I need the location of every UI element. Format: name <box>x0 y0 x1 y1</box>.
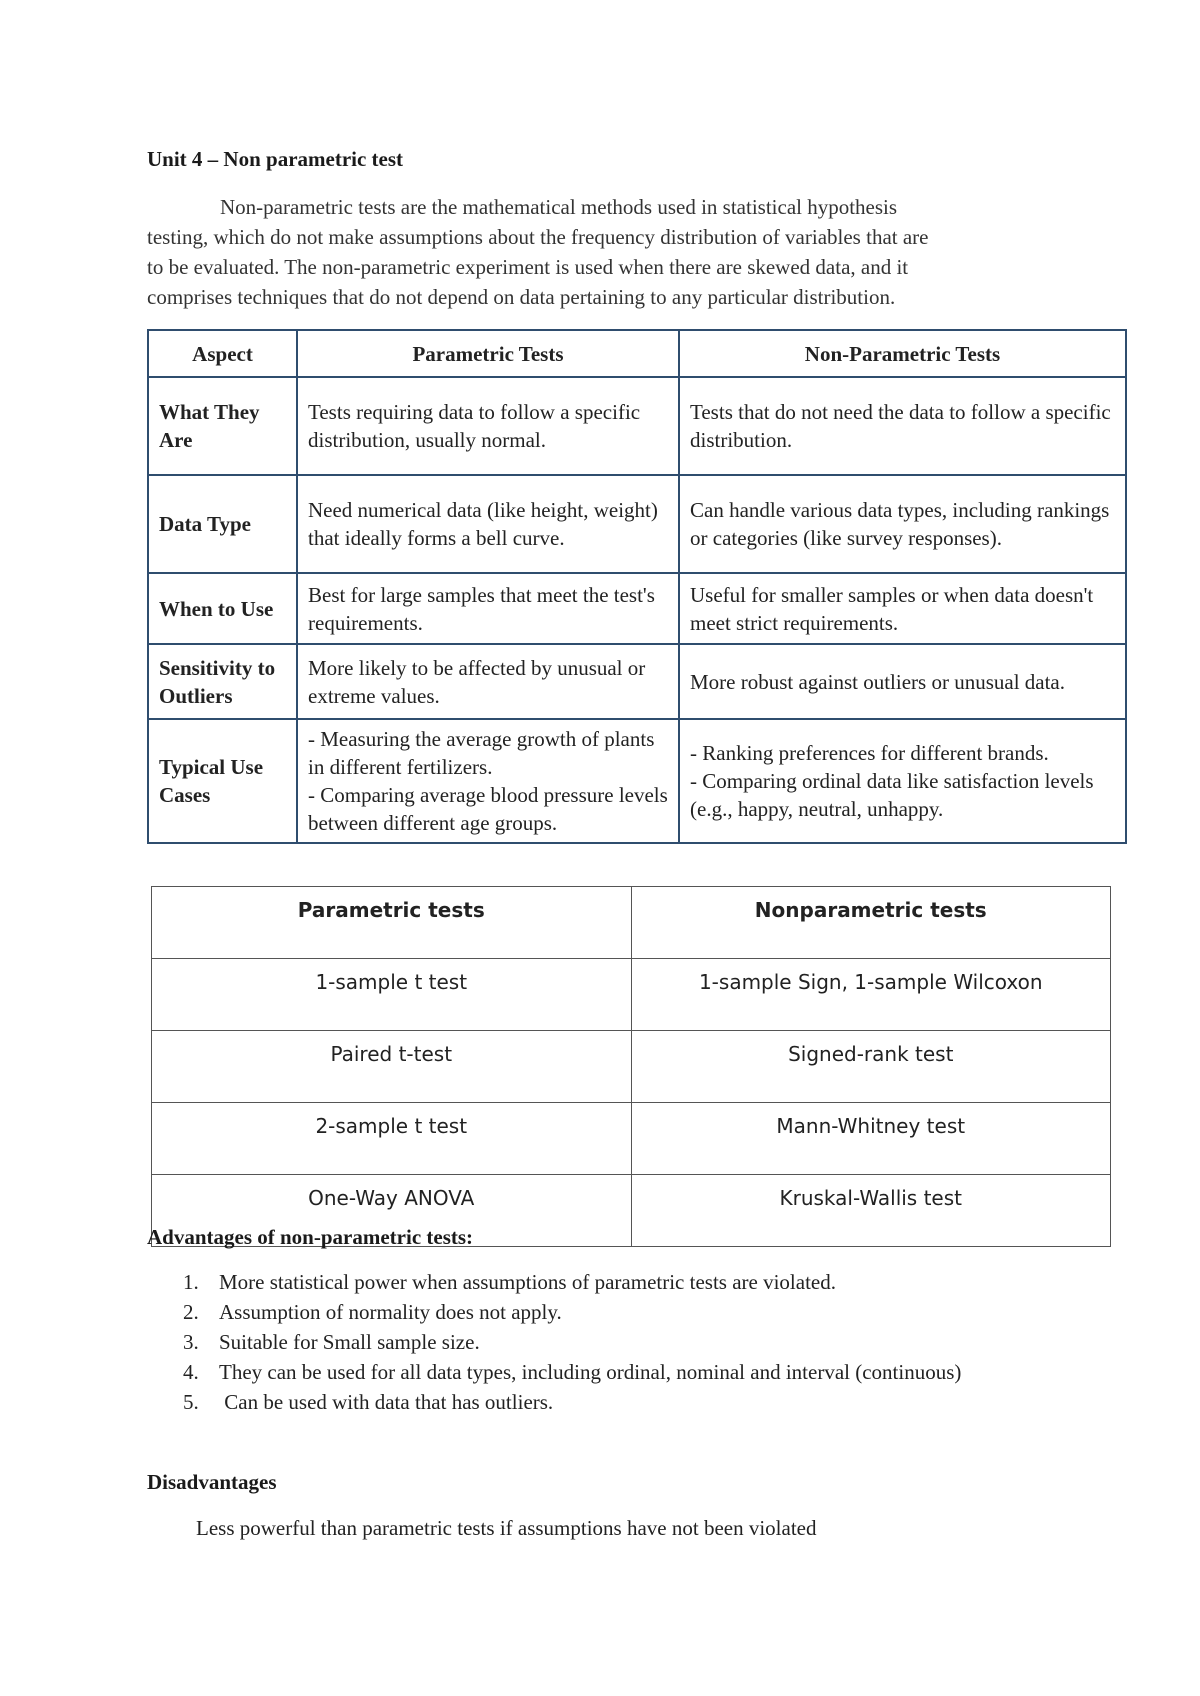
row-nonparametric <box>679 719 1126 843</box>
tests-header-nonparametric: Nonparametric tests <box>631 887 1111 959</box>
comparison-header-row <box>148 330 1126 377</box>
row-aspect: Data Type <box>148 475 297 573</box>
comparison-row <box>148 475 1126 573</box>
row-parametric <box>297 719 679 843</box>
list-number: 3. <box>183 1330 199 1354</box>
page-title: Unit 4 – Non parametric test <box>147 147 404 171</box>
row-nonparametric: Can handle various data types, including rankings or categories (like survey responses). <box>679 475 1126 573</box>
list-text: Assumption of normality does not apply. <box>219 1300 562 1324</box>
list-number: 2. <box>183 1300 199 1324</box>
comparison-row <box>148 573 1126 644</box>
tests-row <box>152 1103 1111 1175</box>
advantages-list <box>147 1267 1047 1417</box>
tests-table <box>151 886 1111 1247</box>
row-aspect: When to Use <box>148 573 297 644</box>
use-case-line: - Comparing average blood pressure levels between different age groups. <box>308 783 668 835</box>
list-item <box>147 1267 1047 1297</box>
tests-row <box>152 959 1111 1031</box>
tests-cell-nonparametric: Kruskal-Wallis test <box>631 1175 1111 1247</box>
comparison-header-aspect: Aspect <box>148 330 297 377</box>
list-text: Can be used with data that has outliers. <box>219 1390 554 1414</box>
row-parametric: More likely to be affected by unusual or extreme values. <box>297 644 679 719</box>
comparison-table <box>147 329 1127 844</box>
row-nonparametric: Useful for smaller samples or when data doesn't meet strict requirements. <box>679 573 1126 644</box>
list-number: 5. <box>183 1390 199 1414</box>
tests-cell-nonparametric: Mann-Whitney test <box>631 1103 1111 1175</box>
list-item <box>147 1387 1047 1417</box>
use-case-line: - Measuring the average growth of plants in different fertilizers. <box>308 727 655 779</box>
list-number: 4. <box>183 1360 199 1384</box>
list-text: Suitable for Small sample size. <box>219 1330 480 1354</box>
comparison-header-nonparametric: Non-Parametric Tests <box>679 330 1126 377</box>
tests-cell-nonparametric: Signed-rank test <box>631 1031 1111 1103</box>
use-case-line: - Comparing ordinal data like satisfaction levels (e.g., happy, neutral, unhappy. <box>690 769 1094 821</box>
intro-line: to be evaluated. The non-parametric experiment is used when there are skewed data, and it <box>147 255 909 279</box>
comparison-row <box>148 719 1126 843</box>
intro-line: comprises techniques that do not depend on data pertaining to any particular distribution. <box>147 285 896 309</box>
row-aspect: Typical Use Cases <box>148 719 297 843</box>
row-aspect: Sensitivity to Outliers <box>148 644 297 719</box>
row-aspect: What They Are <box>148 377 297 475</box>
tests-cell-parametric: Paired t-test <box>152 1031 632 1103</box>
tests-row <box>152 1031 1111 1103</box>
advantages-heading: Advantages of non-parametric tests: <box>147 1225 474 1249</box>
use-case-line: - Ranking preferences for different brands. <box>690 741 1049 765</box>
row-parametric: Best for large samples that meet the test's requirements. <box>297 573 679 644</box>
list-item <box>147 1297 1047 1327</box>
comparison-header-parametric: Parametric Tests <box>297 330 679 377</box>
comparison-row <box>148 644 1126 719</box>
disadvantages-text: Less powerful than parametric tests if assumptions have not been violated <box>196 1516 817 1540</box>
intro-line: Non-parametric tests are the mathematical methods used in statistical hypothesis <box>220 195 898 219</box>
tests-cell-nonparametric: 1-sample Sign, 1-sample Wilcoxon <box>631 959 1111 1031</box>
tests-header-parametric: Parametric tests <box>152 887 632 959</box>
row-nonparametric: More robust against outliers or unusual data. <box>679 644 1126 719</box>
list-text: More statistical power when assumptions of parametric tests are violated. <box>219 1270 836 1294</box>
tests-header-row <box>152 887 1111 959</box>
list-item <box>147 1357 1047 1387</box>
intro-paragraph <box>147 192 1087 312</box>
tests-cell-parametric: 1-sample t test <box>152 959 632 1031</box>
comparison-row <box>148 377 1126 475</box>
list-item <box>147 1327 1047 1357</box>
tests-cell-parametric: 2-sample t test <box>152 1103 632 1175</box>
row-parametric: Tests requiring data to follow a specific distribution, usually normal. <box>297 377 679 475</box>
row-parametric: Need numerical data (like height, weight) that ideally forms a bell curve. <box>297 475 679 573</box>
intro-line: testing, which do not make assumptions about the frequency distribution of variables that are <box>147 225 929 249</box>
disadvantages-heading: Disadvantages <box>147 1470 277 1494</box>
tests-cell-parametric: One-Way ANOVA <box>152 1175 632 1247</box>
list-number: 1. <box>183 1270 199 1294</box>
row-nonparametric: Tests that do not need the data to follow a specific distribution. <box>679 377 1126 475</box>
list-text: They can be used for all data types, including ordinal, nominal and interval (continuous) <box>219 1360 962 1384</box>
